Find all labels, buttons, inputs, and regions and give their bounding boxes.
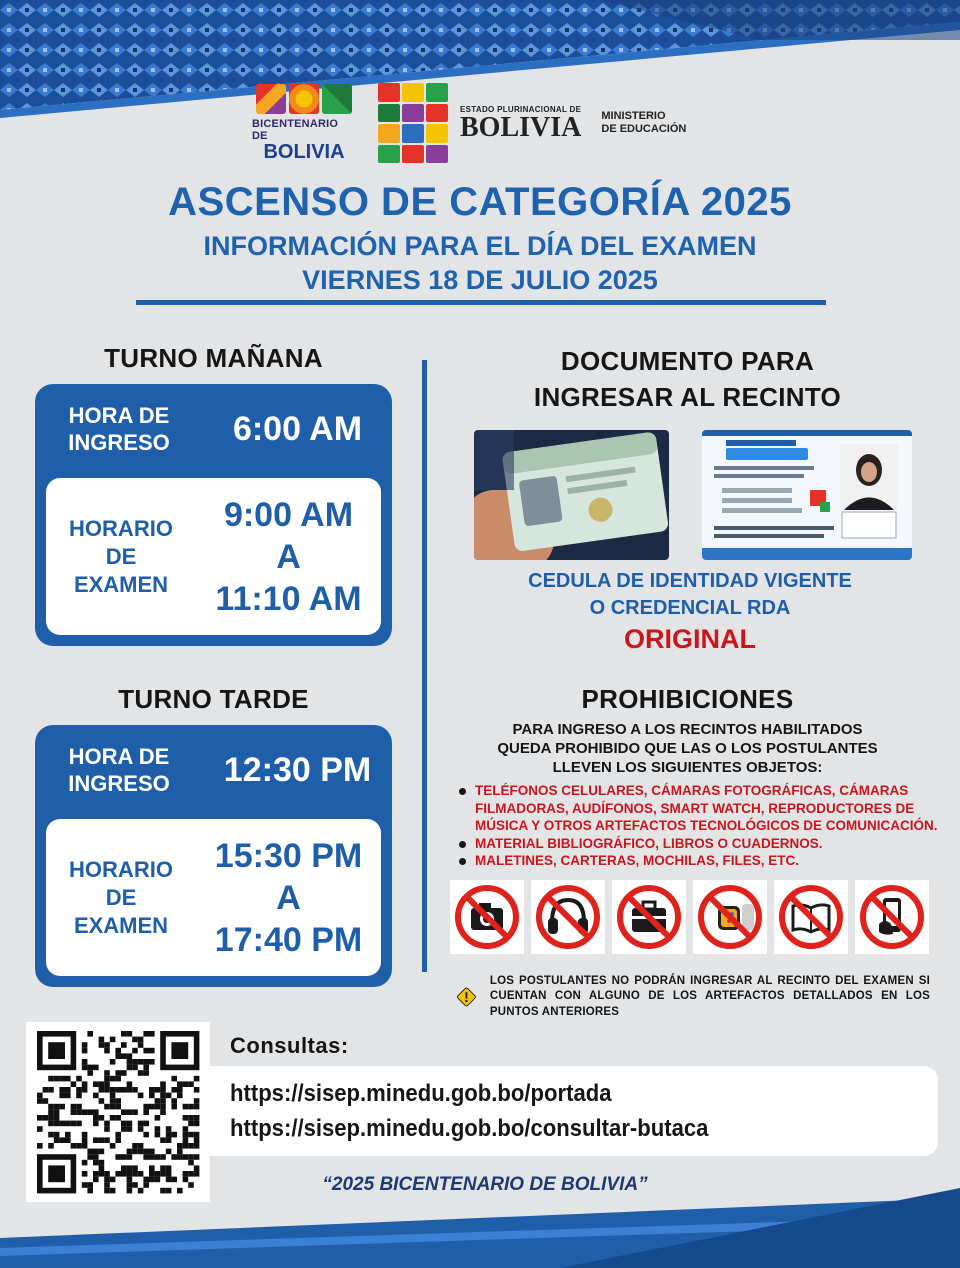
prohibiciones-intro-line-1: PARA INGRESO A LOS RECINTOS HABILITADOS	[512, 721, 863, 738]
prohibiciones-item: TELÉFONOS CELULARES, CÁMARAS FOTOGRÁFICAS, CÁMARAS FILMADORAS, AUDÍFONOS, SMART WATCH, REPRODUCTORES DE MÚSICA Y OTROS ARTEFACTOS TECNOLÓGICOS DE COMUNICACIÓN.	[459, 782, 939, 835]
title-divider	[136, 300, 826, 305]
bolivia-shield-icon	[378, 83, 448, 163]
ingreso-label-line-1: HORA DE	[68, 403, 170, 428]
no-briefcase-icon	[612, 880, 686, 954]
documento-heading	[460, 343, 915, 415]
estado-small-text: ESTADO PLURINACIONAL DE	[460, 104, 582, 114]
link-consultar-butaca[interactable]: https://sisep.minedu.gob.bo/consultar-butaca	[230, 1115, 709, 1142]
turno-tarde-card	[35, 725, 392, 987]
turno-manana-heading: TURNO MAÑANA	[104, 343, 323, 373]
turno-tarde-heading: TURNO TARDE	[118, 684, 309, 714]
examen-label-line-2: DE	[105, 543, 137, 569]
examen-times	[196, 494, 381, 620]
subtitle-line-1: INFORMACIÓN PARA EL DÍA DEL EXAMEN	[203, 231, 757, 261]
documento-heading-line-2: INGRESAR AL RECINTO	[533, 382, 842, 412]
column-divider	[422, 360, 427, 972]
prohibiciones-item: MATERIAL BIBLIOGRÁFICO, LIBROS O CUADERNOS.	[459, 835, 939, 853]
examen-label	[46, 515, 196, 599]
prohibiciones-intro-line-2: QUEDA PROHIBIDO QUE LAS O LOS POSTULANTES	[497, 740, 878, 757]
no-headphones-icon	[531, 880, 605, 954]
documento-heading-line-1: DOCUMENTO PARA	[560, 346, 815, 376]
ingreso-label	[35, 743, 203, 797]
warning-icon	[455, 972, 478, 1022]
ingreso-label-line-2: INGRESO	[68, 430, 170, 455]
warning-notice	[455, 972, 930, 1022]
examen-schedule-box	[46, 819, 381, 976]
bottom-decorative-band	[0, 1158, 960, 1268]
prohibited-icons-row	[450, 880, 930, 954]
ingreso-label-line-1: HORA DE	[68, 744, 170, 769]
examen-end-time: 11:10 AM	[215, 579, 362, 618]
examen-label-line-3: EXAMEN	[73, 912, 169, 938]
bicentenario-country: BOLIVIA	[263, 141, 345, 163]
estado-plurinacional-logo	[460, 105, 581, 142]
prohibiciones-item: MALETINES, CARTERAS, MOCHILAS, FILES, ETC.	[459, 852, 939, 870]
page-subtitle	[0, 229, 960, 297]
examen-label-line-1: HORARIO	[69, 856, 173, 882]
prohibiciones-heading: PROHIBICIONES	[581, 684, 794, 714]
ministerio-line-1: MINISTERIO	[601, 110, 666, 122]
prohibiciones-intro-line-3: LLEVEN LOS SIGUIENTES OBJETOS:	[552, 759, 823, 776]
prohibiciones-list	[459, 782, 939, 870]
documento-caption	[470, 568, 910, 622]
footer-quote: “2025 BICENTENARIO DE BOLIVIA”	[322, 1174, 648, 1195]
documento-caption-line-1: CEDULA DE IDENTIDAD VIGENTE	[528, 570, 852, 592]
ingreso-time: 6:00 AM	[232, 409, 363, 448]
original-label: ORIGINAL	[624, 624, 756, 654]
examen-end-time: 17:40 PM	[214, 920, 363, 959]
no-phone-icon	[855, 880, 929, 954]
examen-schedule-box	[46, 478, 381, 635]
prohibiciones-intro	[440, 720, 935, 777]
ingreso-label-line-2: INGRESO	[68, 771, 170, 796]
estado-country-text: BOLIVIA	[460, 111, 582, 143]
examen-start-time: 9:00 AM	[223, 495, 354, 534]
documento-caption-line-2: O CREDENCIAL RDA	[589, 597, 791, 619]
page-title: ASCENSO DE CATEGORÍA 2025	[168, 180, 792, 224]
examen-label-line-2: DE	[105, 884, 137, 910]
examen-label-line-3: EXAMEN	[73, 571, 169, 597]
turno-manana-card	[35, 384, 392, 646]
examen-start-time: 15:30 PM	[214, 836, 363, 875]
ministerio-line-2: DE EDUCACIÓN	[601, 123, 687, 135]
no-smartwatch-icon	[693, 880, 767, 954]
examen-label-line-1: HORARIO	[69, 515, 173, 541]
examen-times	[196, 835, 381, 961]
no-camera-icon	[450, 880, 524, 954]
bicentenario-logo	[252, 84, 356, 162]
warning-text: LOS POSTULANTES NO PODRÁN INGRESAR AL RECINTO DEL EXAMEN SI CUENTAN CON ALGUNO DE LOS ARTEFACTOS DETALLADOS EN LOS PUNTOS ANTERIORES	[489, 974, 930, 1018]
bicentenario-label: BICENTENARIO DE	[252, 118, 339, 142]
credencial-rda-image	[702, 430, 912, 560]
consultas-label: Consultas:	[230, 1033, 349, 1058]
examen-separator: A	[276, 878, 301, 917]
ingreso-time: 12:30 PM	[223, 750, 372, 789]
no-book-icon	[774, 880, 848, 954]
examen-separator: A	[276, 537, 301, 576]
header-logos	[252, 82, 722, 164]
subtitle-line-2: VIERNES 18 DE JULIO 2025	[302, 265, 658, 295]
examen-label	[46, 856, 196, 940]
ministerio-logo	[601, 110, 686, 136]
consultas-links	[210, 1066, 938, 1156]
link-portada[interactable]: https://sisep.minedu.gob.bo/portada	[230, 1080, 612, 1107]
ingreso-label	[35, 402, 203, 456]
cedula-identidad-image	[474, 430, 669, 560]
